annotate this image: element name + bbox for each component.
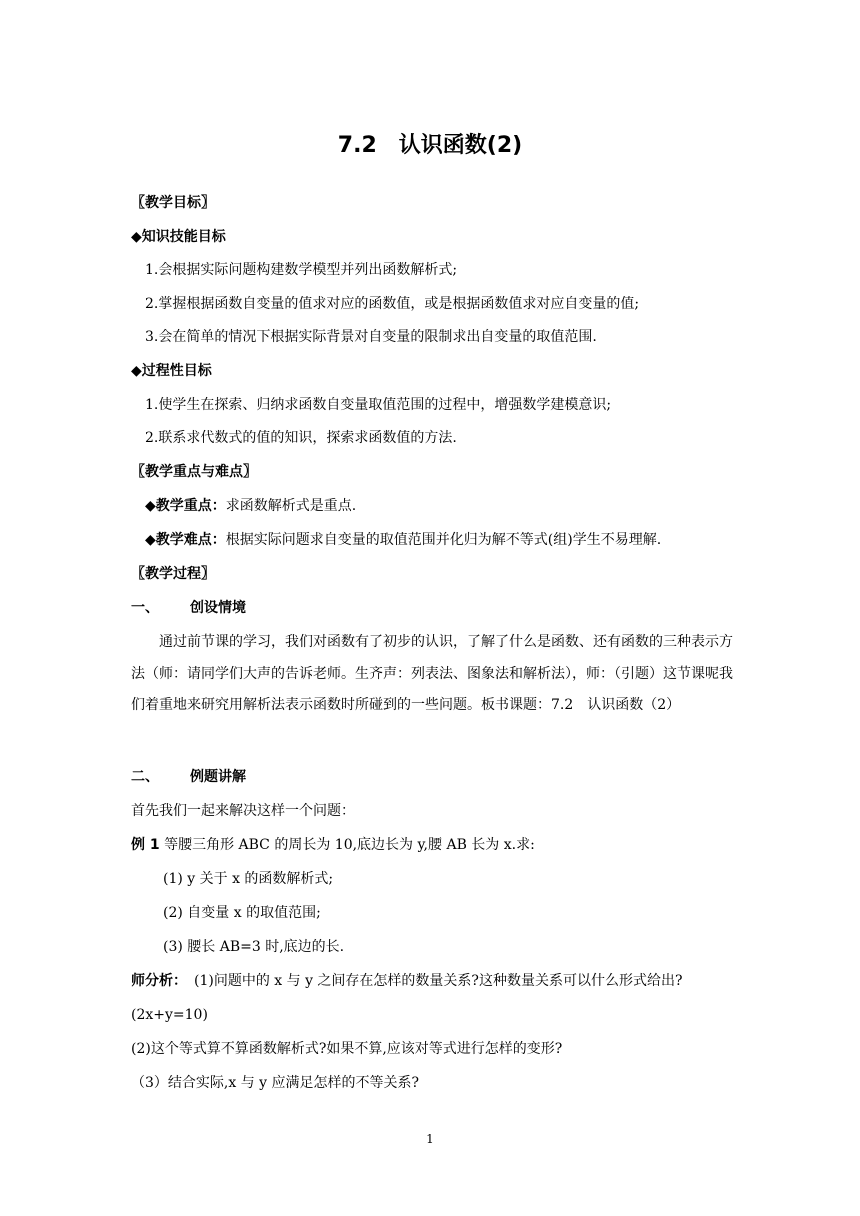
- section1-number: 一、: [131, 600, 159, 616]
- section1-paragraph: 通过前节课的学习，我们对函数有了初步的认识，了解了什么是函数、还有函数的三种表示方法（师：请同学们大声的告诉老师。生齐声：列表法、图象法和解析法），师：（引题）这节课呢我们着重地来研究用解析法表示函数时所碰到的一些问题。板书课题：7.2 认识函数（2）: [131, 634, 733, 713]
- example-item: (1) y 关于 x 的函数解析式;: [163, 871, 334, 887]
- analysis-question-2: (2)这个等式算不算函数解析式?如果不算,应该对等式进行怎样的变形?: [131, 1041, 563, 1057]
- example-text: 等腰三角形 ABC 的周长为 10,底边长为 y,腰 AB 长为 x.求:: [159, 837, 535, 853]
- section2-number: 二、: [131, 769, 159, 785]
- page-number: 1: [426, 1132, 434, 1146]
- example-item: (3) 腰长 AB=3 时,底边的长.: [163, 939, 345, 955]
- example-label: 例 1: [131, 837, 160, 853]
- analysis-continuation: (2x+y=10): [131, 1007, 208, 1023]
- difficulty-label: ◆教学难点：: [145, 532, 226, 548]
- section2-title: 例题讲解: [190, 769, 246, 785]
- focus-text: 求函数解析式是重点.: [225, 498, 357, 514]
- teacher-analysis: [131, 971, 682, 991]
- process-item: 2.联系求代数式的值的知识，探索求函数值的方法.: [145, 430, 457, 446]
- knowledge-item: 1.会根据实际问题构建数学模型并列出函数解析式;: [145, 262, 458, 278]
- difficulty-text: 根据实际问题求自变量的取值范围并化归为解不等式(组)学生不易理解.: [225, 532, 662, 548]
- intro-text: 首先我们一起来解决这样一个问题：: [131, 803, 355, 819]
- teaching-difficulty: [145, 530, 661, 550]
- knowledge-item: 2.掌握根据函数自变量的值求对应的函数值，或是根据函数值求对应自变量的值;: [145, 296, 640, 312]
- analysis-text: (1)问题中的 x 与 y 之间存在怎样的数量关系?这种数量关系可以什么形式给出?: [180, 973, 683, 989]
- process-heading: ◆过程性目标: [131, 363, 212, 379]
- analysis-question-3: （3）结合实际,x 与 y 应满足怎样的不等关系?: [131, 1075, 420, 1091]
- procedure-heading: 〖教学过程〗: [131, 566, 215, 582]
- knowledge-heading: ◆知识技能目标: [131, 229, 226, 245]
- teaching-focus: [145, 496, 356, 516]
- process-item: 1.使学生在探索、归纳求函数自变量取值范围的过程中，增强数学建模意识;: [145, 397, 612, 413]
- page-title: 7.2 认识函数(2): [337, 133, 523, 158]
- knowledge-item: 3.会在简单的情况下根据实际背景对自变量的限制求出自变量的取值范围.: [145, 329, 597, 345]
- section1-title: 创设情境: [190, 600, 246, 616]
- goals-heading: 〖教学目标〗: [131, 195, 215, 211]
- focus-label: ◆教学重点：: [145, 498, 226, 514]
- example-item: (2) 自变量 x 的取值范围;: [163, 905, 321, 921]
- analysis-label: 师分析：: [131, 973, 180, 989]
- focus-heading: 〖教学重点与难点〗: [131, 464, 257, 480]
- example-1: [131, 835, 535, 855]
